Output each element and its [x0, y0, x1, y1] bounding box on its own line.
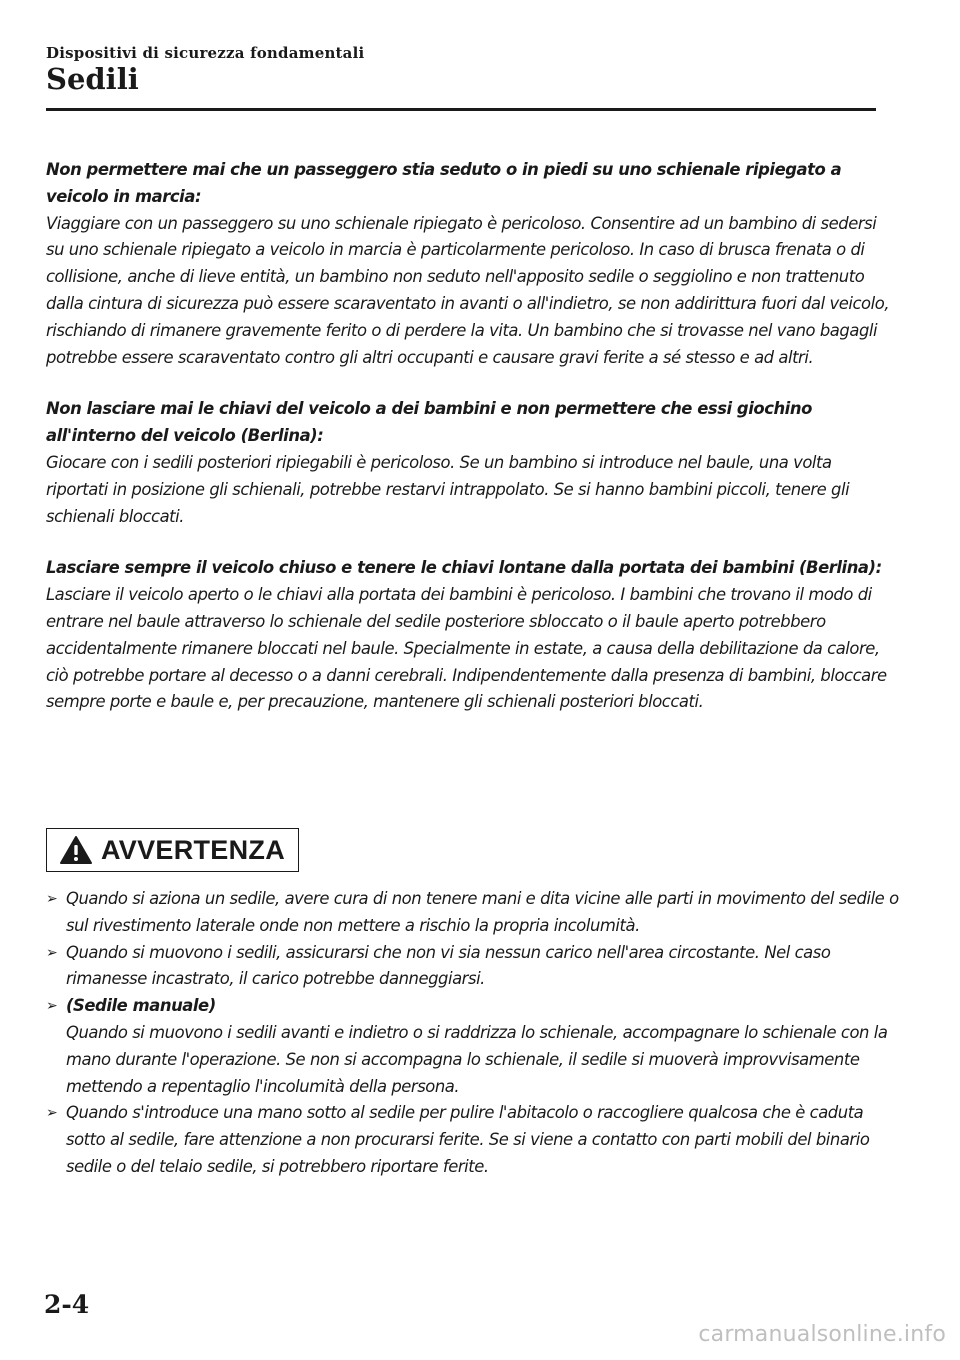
- section-header: Dispositivi di sicurezza fondamentali: [46, 44, 365, 62]
- arrow-right-icon: ➢: [46, 1105, 58, 1122]
- header-divider: [46, 108, 876, 111]
- watermark: carmanualsonline.info: [698, 1322, 946, 1347]
- list-item: [46, 1100, 906, 1180]
- list-item-text: Quando s'introduce una mano sotto al sedile per pulire l'abitacolo o raccogliere qualcosa che è caduta sotto al sedile, fare attenzione a non procurarsi ferite. Se si viene a contatto con parti mobili del binario sedile o del telaio sedile, si potrebbero riportare ferite.: [66, 1103, 870, 1176]
- list-item: [46, 886, 906, 940]
- page-title: Sedili: [46, 62, 139, 96]
- list-item-text: Quando si aziona un sedile, avere cura di non tenere mani e dita vicine alle parti in movimento del sedile o sul rivestimento laterale onde non mettere a rischio la propria incolumità.: [66, 889, 899, 935]
- warning-triangle-icon: [59, 835, 93, 865]
- arrow-right-icon: ➢: [46, 944, 58, 961]
- list-item-title: (Sedile manuale): [66, 996, 216, 1016]
- arrow-right-icon: ➢: [46, 998, 58, 1015]
- list-item: [46, 940, 906, 994]
- list-item-text: Quando si muovono i sedili avanti e indietro o si raddrizza lo schienale, accompagnare lo schienale con la mano durante l'operazione. Se non si accompagna lo schienale, il sedile si muoverà improvvisamente mettendo a repentaglio l'incolumità della persona.: [66, 1022, 888, 1096]
- warning-label: AVVERTENZA: [101, 834, 286, 865]
- paragraph-body: Viaggiare con un passeggero su uno schienale ripiegato è pericoloso. Consentire ad un bambino di sedersi su uno schienale ripiegato a veicolo in marcia è particolarmente pericoloso. In caso di brusca frenata o di collisione, anche di lieve entità, un bambino non seduto nell'apposito sedile o seggiolino e non trattenuto dalla cintura di sicurezza può essere scaraventato in avanti o all'indietro, se non addirittura fuori dal veicolo, rischiando di rimanere gravemente ferito o di perdere la vita. Un bambino che si trovasse nel vano bagagli potrebbe essere scaraventato contro gli altri occupanti e causare gravi ferite a sé stesso e ad altri.: [46, 213, 890, 367]
- list-item: [46, 993, 906, 1100]
- paragraph-body: Giocare con i sedili posteriori ripiegabili è pericoloso. Se un bambino si introduce nel baule, una volta riportati in posizione gli schienali, potrebbe restarvi intrappolato. Se si hanno bambini piccoli, tenere gli schienali bloccati.: [46, 452, 850, 526]
- paragraph-title: Lasciare sempre il veicolo chiuso e tenere le chiavi lontane dalla portata dei bambini (Berlina):: [46, 558, 882, 578]
- main-content: [46, 157, 896, 716]
- page-number: 2-4: [44, 1290, 90, 1319]
- warning-banner: [46, 828, 299, 872]
- paragraph-title: Non permettere mai che un passeggero stia seduto o in piedi su uno schienale ripiegato a veicolo in marcia:: [46, 160, 842, 206]
- arrow-right-icon: ➢: [46, 891, 58, 907]
- paragraph-body: Lasciare il veicolo aperto o le chiavi alla portata dei bambini è pericoloso. I bambini che trovano il modo di entrare nel baule attraverso lo schienale del sedile posteriore sbloccato o il baule aperto potrebbero accidentalmente rimanere bloccati nel baule. Specialmente in estate, a causa della debilitazione da calore, ciò potrebbe portare al decesso o a danni cerebrali. Indipendentemente dalla presenza di bambini, bloccare sempre porte e baule e, per precauzione, mantenere gli schienali posteriori bloccati.: [46, 585, 887, 712]
- paragraph-title: Non lasciare mai le chiavi del veicolo a dei bambini e non permettere che essi giochino all'interno del veicolo (Berlina):: [46, 399, 812, 446]
- list-item-text: Quando si muovono i sedili, assicurarsi che non vi sia nessun carico nell'area circostante. Nel caso rimanesse incastrato, il carico potrebbe danneggiarsi.: [66, 942, 831, 989]
- warning-list: [46, 886, 906, 1181]
